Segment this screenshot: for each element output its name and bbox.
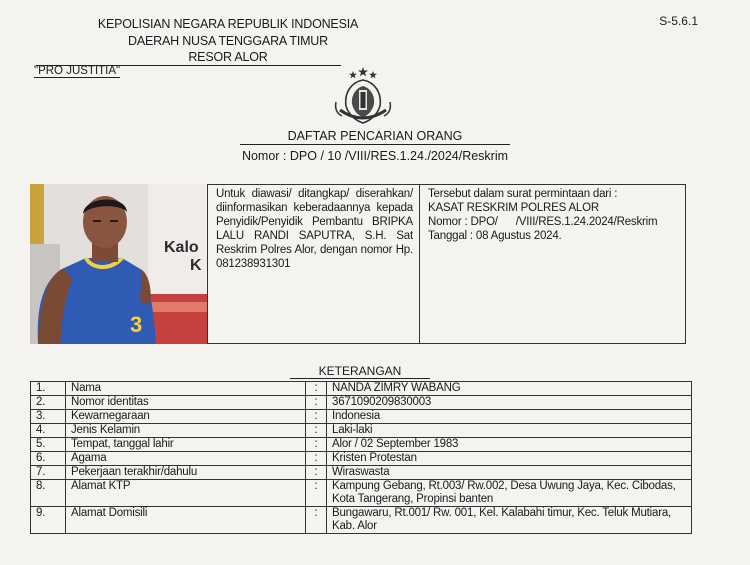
row-number: 1.	[31, 382, 66, 396]
row-separator: :	[306, 507, 327, 534]
table-row	[31, 480, 692, 507]
request-source-line-1: Tersebut dalam surat permintaan dari :	[428, 188, 618, 200]
table-row	[31, 438, 692, 452]
row-separator: :	[306, 382, 327, 396]
row-number: 9.	[31, 507, 66, 534]
row-label: Tempat, tanggal lahir	[66, 438, 306, 452]
row-label: Kewarnegaraan	[66, 410, 306, 424]
row-value: Indonesia	[327, 410, 692, 424]
row-number: 2.	[31, 396, 66, 410]
row-value: NANDA ZIMRY WABANG	[327, 382, 692, 396]
row-separator: :	[306, 480, 327, 507]
row-number: 6.	[31, 452, 66, 466]
row-value: 3671090209830003	[327, 396, 692, 410]
row-separator: :	[306, 452, 327, 466]
row-value: Wiraswasta	[327, 466, 692, 480]
table-row	[31, 410, 692, 424]
request-source-line-2: KASAT RESKRIM POLRES ALOR	[428, 202, 599, 214]
row-separator: :	[306, 466, 327, 480]
row-number: 8.	[31, 480, 66, 507]
table-row	[31, 396, 692, 410]
table-row	[31, 424, 692, 438]
request-source	[420, 184, 686, 344]
table-row	[31, 452, 692, 466]
table-row	[31, 382, 692, 396]
row-label: Jenis Kelamin	[66, 424, 306, 438]
row-label: Nomor identitas	[66, 396, 306, 410]
table-row	[31, 507, 692, 534]
row-label: Alamat Domisili	[66, 507, 306, 534]
row-label: Nama	[66, 382, 306, 396]
row-value: Bungawaru, Rt.001/ Rw. 001, Kel. Kalabahi timur, Kec. Teluk Mutiara, Kab. Alor	[327, 507, 692, 534]
row-number: 3.	[31, 410, 66, 424]
header-line-1: KEPOLISIAN NEGARA REPUBLIK INDONESIA	[97, 17, 359, 31]
row-value: Laki-laki	[327, 424, 692, 438]
row-separator: :	[306, 396, 327, 410]
row-number: 4.	[31, 424, 66, 438]
row-value: Kampung Gebang, Rt.003/ Rw.002, Desa Uwung Jaya, Kec. Cibodas, Kota Tangerang, Propinsi banten	[327, 480, 692, 507]
row-number: 5.	[31, 438, 66, 452]
document-number: Nomor : DPO / 10 /VIII/RES.1.24./2024/Reskrim	[241, 149, 509, 163]
header-line-2: DAERAH NUSA TENGGARA TIMUR	[128, 34, 328, 48]
pro-justitia-label: "PRO JUSTITIA"	[34, 65, 121, 77]
row-separator: :	[306, 410, 327, 424]
background-text-1: Kalo	[164, 239, 199, 256]
suspect-photo	[30, 184, 208, 344]
request-source-line-4: Tanggal : 08 Agustus 2024.	[428, 230, 562, 242]
form-code: S-5.6.1	[659, 14, 698, 28]
keterangan-title: KETERANGAN	[290, 364, 430, 379]
request-source-line-3: Nomor : DPO/ /VIII/RES.1.24.2024/Reskrim	[428, 216, 658, 228]
police-emblem-icon	[330, 66, 396, 126]
header-line-3: RESOR ALOR	[188, 50, 268, 64]
background-text-2: K	[190, 257, 202, 274]
row-value: Kristen Protestan	[327, 452, 692, 466]
row-separator: :	[306, 424, 327, 438]
row-label: Alamat KTP	[66, 480, 306, 507]
jersey-number: 3	[130, 312, 143, 337]
row-label: Pekerjaan terakhir/dahulu	[66, 466, 306, 480]
table-row	[31, 466, 692, 480]
details-table	[30, 381, 692, 534]
row-separator: :	[306, 438, 327, 452]
row-value: Alor / 02 September 1983	[327, 438, 692, 452]
document-title: DAFTAR PENCARIAN ORANG	[240, 128, 510, 145]
row-label: Agama	[66, 452, 306, 466]
suspect-photo-image	[30, 184, 208, 344]
instruction-text: Untuk diawasi/ ditangkap/ diserahkan/ diinformasikan keberadaannya kepada Penyidik/Penyidik Pembantu BRIPKA LALU RANDI SAPUTRA, S.H. Sat Reskrim Polres Alor, dengan nomor Hp. 081238931301	[208, 184, 420, 344]
row-number: 7.	[31, 466, 66, 480]
